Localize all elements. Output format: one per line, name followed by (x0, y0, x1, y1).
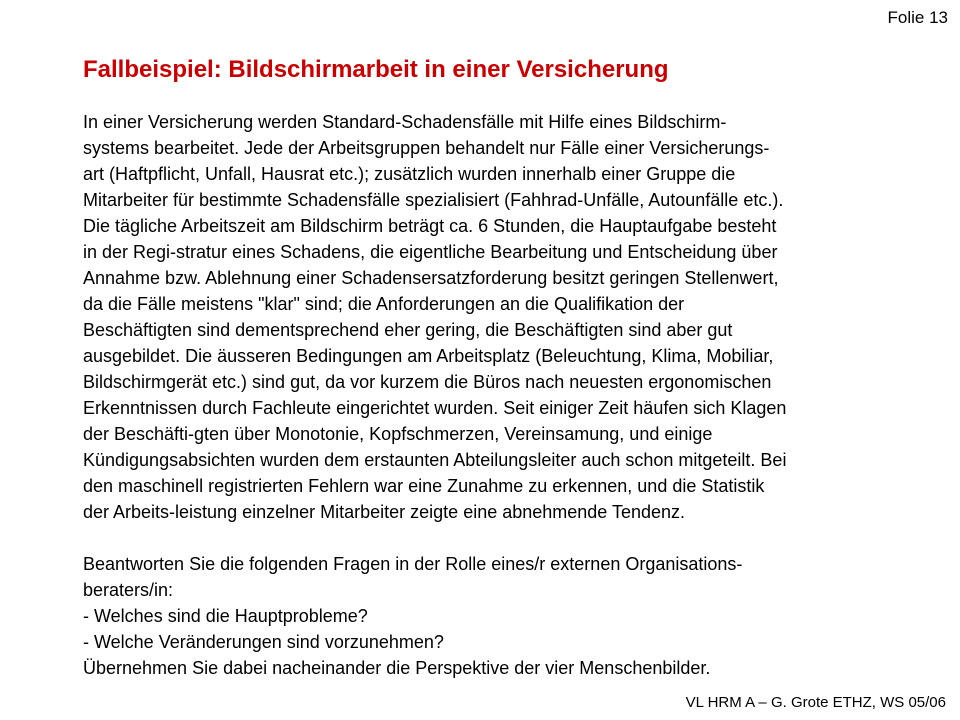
text-line: In einer Versicherung werden Standard-Schadensfälle mit Hilfe eines Bildschirm- (83, 112, 727, 132)
text-line: Erkenntnissen durch Fachleute eingerichtet wurden. Seit einiger Zeit häufen sich Klagen (83, 398, 787, 418)
text-line: Mitarbeiter für bestimmte Schadensfälle spezialisiert (Fahhrad-Unfälle, Autounfälle etc.). (83, 190, 784, 210)
text-line: ausgebildet. Die äusseren Bedingungen am Arbeitsplatz (Beleuchtung, Klima, Mobiliar, (83, 346, 774, 366)
text-line: Bildschirmgerät etc.) sind gut, da vor kurzem die Büros nach neuesten ergonomischen (83, 372, 772, 392)
text-line: in der Regi-stratur eines Schadens, die eigentliche Bearbeitung und Entscheidung über (83, 242, 778, 262)
question-item: - Welches sind die Hauptprobleme? (83, 606, 368, 626)
paragraph-spacer (83, 525, 933, 551)
case-description-paragraph (83, 109, 933, 525)
text-line: Annahme bzw. Ablehnung einer Schadensersatzforderung besitzt geringen Stellenwert, (83, 268, 779, 288)
text-line: da die Fälle meistens "klar" sind; die Anforderungen an die Qualifikation der (83, 294, 685, 314)
text-line: Beschäftigten sind dementsprechend eher gering, die Beschäftigten sind aber gut (83, 320, 733, 340)
slide-body (83, 109, 933, 681)
slide-number: Folie 13 (887, 8, 948, 27)
slide-footer: VL HRM A – G. Grote ETHZ, WS 05/06 (685, 694, 946, 711)
text-line: beraters/in: (83, 580, 174, 600)
text-line: Kündigungsabsichten wurden dem erstaunten Abteilungsleiter auch schon mitgeteilt. Bei (83, 450, 787, 470)
text-line: Die tägliche Arbeitszeit am Bildschirm beträgt ca. 6 Stunden, die Hauptaufgabe besteht (83, 216, 777, 236)
text-line: der Arbeits-leistung einzelner Mitarbeiter zeigte eine abnehmende Tendenz. (83, 502, 686, 522)
text-line: den maschinell registrierten Fehlern war eine Zunahme zu erkennen, und die Statistik (83, 476, 765, 496)
questions-paragraph (83, 551, 933, 681)
text-line: Übernehmen Sie dabei nacheinander die Perspektive der vier Menschenbilder. (83, 658, 711, 678)
text-line: der Beschäfti-gten über Monotonie, Kopfschmerzen, Vereinsamung, und einige (83, 424, 713, 444)
text-line: Beantworten Sie die folgenden Fragen in der Rolle eines/r externen Organisations- (83, 554, 743, 574)
text-line: art (Haftpflicht, Unfall, Hausrat etc.); zusätzlich wurden innerhalb einer Gruppe die (83, 164, 736, 184)
text-line: systems bearbeitet. Jede der Arbeitsgruppen behandelt nur Fälle einer Versicherungs- (83, 138, 770, 158)
slide-title: Fallbeispiel: Bildschirmarbeit in einer Versicherung (83, 56, 669, 83)
question-item: - Welche Veränderungen sind vorzunehmen? (83, 632, 444, 652)
